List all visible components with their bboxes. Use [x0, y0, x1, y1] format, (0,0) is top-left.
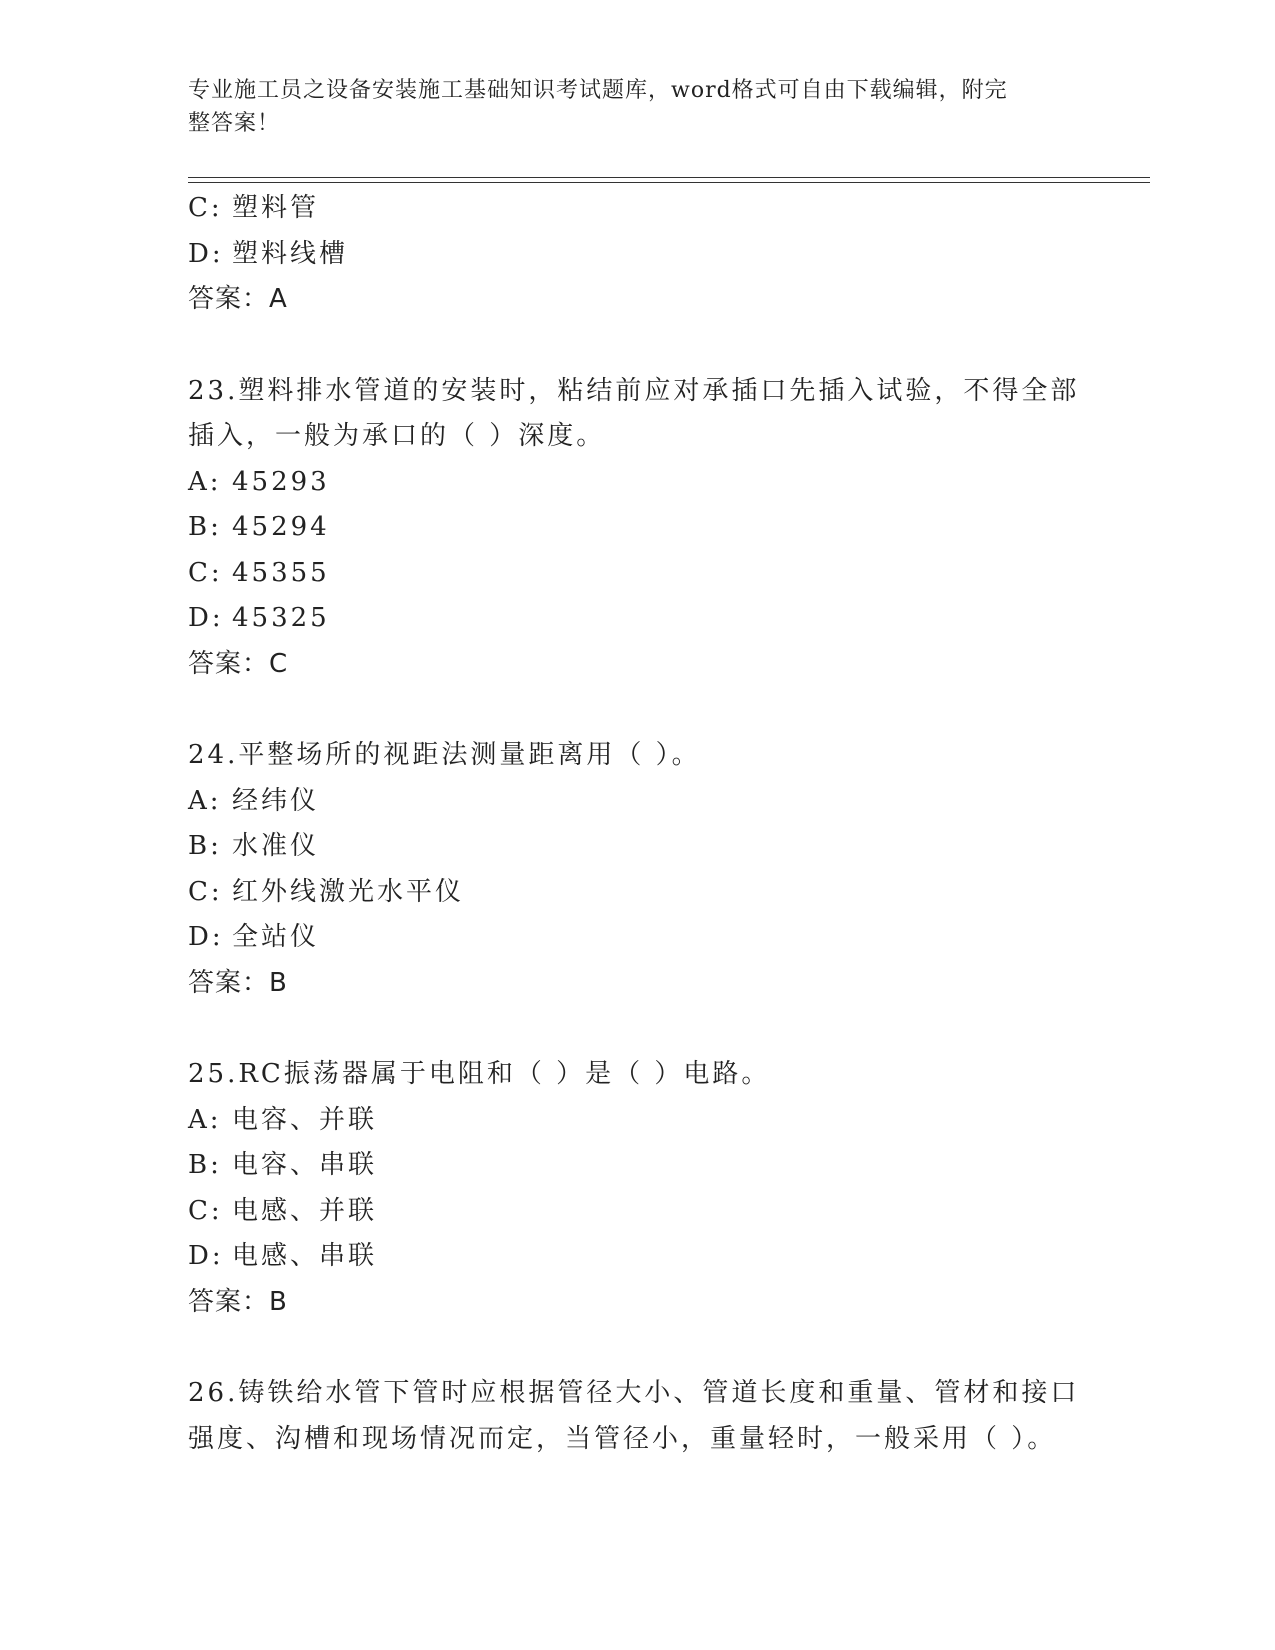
spacer [188, 1325, 1108, 1371]
question-stem: 25.RC振荡器属于电阻和（ ）是（ ）电路。 [188, 1059, 771, 1089]
question-stem: 26.铸铁给水管下管时应根据管径大小、管道长度和重量、管材和接口 [188, 1378, 1080, 1408]
answer-line: 答案：B [188, 967, 288, 998]
answer-line: 答案：B [188, 1286, 288, 1317]
question-stem: 强度、沟槽和现场情况而定，当管径小，重量轻时，一般采用（ ）。 [188, 1423, 1057, 1454]
answer-line: 答案：A [188, 284, 288, 314]
question-stem: 24.平整场所的视距法测量距离用（ ）。 [188, 740, 701, 770]
question-23 [188, 369, 1108, 688]
question-stem: 插入，一般为承口的（ ）深度。 [188, 421, 606, 451]
option-b: B: 水准仪 [188, 831, 320, 861]
spacer [188, 1006, 1108, 1052]
answer-line: 答案：C [188, 648, 289, 679]
option-c: C: 塑料管 [188, 193, 320, 223]
option-a: A: 电容、并联 [188, 1104, 378, 1135]
option-b: B: 45294 [188, 512, 330, 542]
option-c: C: 45355 [188, 557, 330, 588]
option-c: C: 红外线激光水平仪 [188, 876, 465, 907]
option-a: A: 45293 [188, 466, 330, 497]
question-list [188, 186, 1108, 1462]
question-25 [188, 1052, 1108, 1325]
question-24 [188, 733, 1108, 1006]
option-d: D: 45325 [188, 603, 330, 633]
option-d: D: 电感、串联 [188, 1241, 378, 1271]
header-divider-bottom [188, 182, 1150, 183]
option-d: D: 塑料线槽 [188, 238, 349, 269]
header-divider-top [188, 177, 1150, 178]
question-stem: 23.塑料排水管道的安装时，粘结前应对承插口先插入试验，不得全部 [188, 375, 1080, 406]
header-line-1: 专业施工员之设备安装施工基础知识考试题库，word格式可自由下载编辑，附完 [188, 78, 1008, 103]
spacer [188, 323, 1108, 369]
option-d: D: 全站仪 [188, 922, 320, 952]
option-c: C: 电感、并联 [188, 1195, 378, 1226]
document-header [188, 74, 1068, 140]
option-b: B: 电容、串联 [188, 1150, 378, 1180]
question-22-tail [188, 186, 1108, 323]
question-26 [188, 1371, 1108, 1462]
header-line-2: 整答案！ [188, 111, 281, 136]
option-a: A: 经纬仪 [188, 785, 320, 816]
spacer [188, 687, 1108, 733]
